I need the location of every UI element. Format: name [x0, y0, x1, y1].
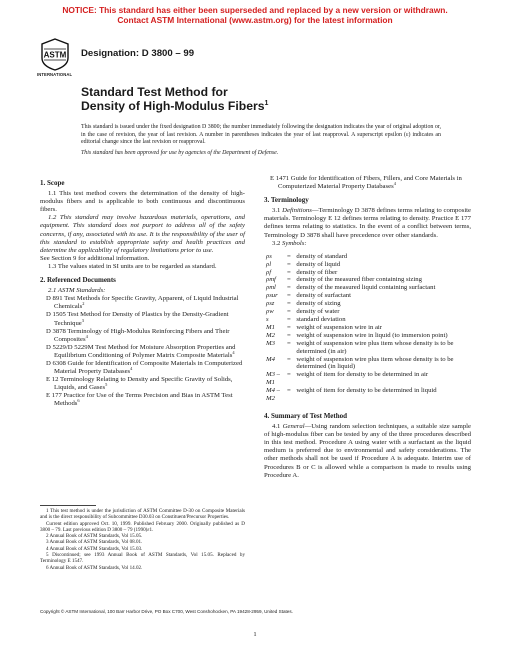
symbol-row [266, 269, 471, 277]
symbol-definition: weight of suspension wire plus item whose density is to be determined (in liquid) [296, 355, 454, 371]
para-1-2-tail: See Section 9 for additional information. [40, 254, 150, 262]
symbol: ρsz [266, 300, 275, 308]
ref-item: D 891 Test Methods for Specific Gravity, Apparent, of Liquid Industrial Chemicals$^2$ [46, 295, 239, 311]
symbol: ρw [266, 308, 274, 316]
symbol-row [266, 371, 471, 387]
equals-sign: = [287, 284, 291, 292]
ref-item: D 1505 Test Method for Density of Plastics by the Density-Gradient Technique$^3$ [46, 311, 229, 327]
para-2-1: 2.1 ASTM Standards: [48, 287, 106, 295]
symbol: M2 [266, 331, 275, 339]
symbol-definition: weight of item for density to be determined in air [296, 371, 429, 379]
symbol-definition: density of water [296, 308, 340, 316]
section-2-heading: 2. Referenced Documents [40, 276, 116, 285]
section-3-heading: 3. Terminology [264, 196, 309, 205]
supersession-notice [0, 6, 510, 25]
ref-item: D 6308 Guide for Identification of Composite Materials in Computerized Material Property Databases$^4$ [46, 359, 243, 376]
symbol-row [266, 356, 471, 372]
astm-logo-icon [40, 38, 70, 71]
symbol-row [266, 308, 471, 316]
title-line-1: Standard Test Method for [81, 85, 228, 99]
para-4-1: 4.1 General—Using random selection techniques, a suitable size sample of high-modulus fiber can be tested by any of the three procedures described in this test method. Procedure A using water with a surfactant as the liquid medium is preferred due to environmental and safety considerations. The other methods shall not be used if Procedure A is adequate. Interim use of Procedures B or C is allowed while a comparison is made to results using Procedure A. [264, 423, 471, 479]
symbol-row [266, 340, 471, 356]
symbol-definition: standard deviation [296, 316, 346, 323]
section-4-heading: 4. Summary of Test Method [264, 411, 348, 420]
symbol-row [266, 292, 471, 300]
equals-sign: = [287, 371, 291, 379]
ref-item: E 177 Practice for Use of the Terms Precision and Bias in ASTM Test Methods$^6$ [46, 392, 233, 408]
footnote: 3 Annual Book of ASTM Standards, Vol 08.01. [46, 539, 143, 546]
footnotes [40, 508, 245, 571]
symbol-definition: density of fiber [296, 268, 338, 276]
symbol: M3 – M1 [266, 371, 280, 387]
ref-item: D 5229/D 5229M Test Method for Moisture Absorption Properties and Equilibrium Conditioning of Polymer Matrix Composite Materials$^4$ [46, 343, 236, 359]
ref-item: E 12 Terminology Relating to Density and Specific Gravity of Solids, Liquids, and Gases$^5$ [46, 376, 233, 392]
symbol-row [266, 387, 471, 403]
symbol-definition: weight of item for density to be determined in liquid [296, 387, 437, 395]
symbol: M4 – M2 [266, 387, 280, 403]
dod-approval-text: This standard has been approved for use by agencies of the Department of Defense. [81, 149, 279, 156]
symbol: M4 [266, 355, 275, 363]
symbol: ρmf [266, 276, 276, 284]
footnote: 5 Discontinued; see 1993 Annual Book of ASTM Standards, Vol 15.05. Replaced by Terminology E 1547. [40, 552, 245, 565]
para-1-2: 1.2 This standard may involve hazardous materials, operations, and equipment. This standard does not purport to address all of the safety concerns, if any, associated with its use. It is the responsibility of the user of this standard to establish appropriate safety and health practices and determine the applicability of regulatory limitations prior to use. [40, 214, 245, 254]
symbol-row [266, 253, 471, 261]
symbol-definition: density of the measured fiber containing sizing [296, 276, 422, 284]
symbol-row [266, 332, 471, 340]
symbol-row [266, 276, 471, 284]
ref-item-e1471: E 1471 Guide for Identification of Fibers, Fillers, and Core Materials in Computerized Material Property Databases$^4$ [270, 175, 462, 191]
ref-item: D 3878 Terminology of High-Modulus Reinforcing Fibers and Their Composites$^4$ [46, 327, 230, 343]
copyright-notice: Copyright © ASTM International, 100 Barr Harbor Drive, PO Box C700, West Conshohocken, PA 19428-2959, United States. [40, 609, 293, 614]
equals-sign: = [287, 316, 291, 323]
para-1-3: 1.3 The values stated in SI units are to be regarded as standard. [48, 262, 217, 270]
symbol-definition: density of sizing [296, 300, 341, 308]
symbol-definition: density of standard [296, 252, 348, 260]
document-title [81, 86, 268, 113]
equals-sign: = [287, 268, 291, 276]
equals-sign: = [287, 308, 291, 316]
equals-sign: = [287, 252, 291, 260]
logo-wordmark: INTERNATIONAL [37, 72, 73, 77]
symbol: ρl [266, 260, 272, 268]
notice-line-1: NOTICE: This standard has either been superseded and replaced by a new version or withdrawn. [62, 5, 448, 15]
issuance-text: This standard is issued under the fixed designation D 3800; the number immediately following the designation indicates the year of original adoption or, in the case of revision, the year of last revision. A number in parentheses indicates the year of last reapproval. A superscript epsilon (ε) indicates an editorial change since the last revision or reapproval. [81, 124, 441, 145]
equals-sign: = [287, 339, 291, 347]
equals-sign: = [287, 260, 291, 268]
symbol-row [266, 284, 471, 292]
symbol-row [266, 316, 471, 324]
footnote: 6 Annual Book of ASTM Standards, Vol 14.02. [46, 564, 143, 571]
svg-text:ASTM: ASTM [43, 50, 67, 60]
equals-sign: = [287, 292, 291, 300]
issuance-statement [81, 124, 441, 160]
symbol: ρsur [266, 292, 278, 300]
footnote-divider [40, 505, 96, 506]
right-column [264, 174, 471, 480]
symbol: ρml [266, 284, 276, 292]
footnote: Current edition approved Oct. 10, 1999. Published February 2000. Originally published as D 3800 – 79. Last previous edition D 3800 – 79 (1990)ε1. [40, 520, 245, 533]
symbol: ρf [266, 268, 272, 276]
section-1-heading: 1. Scope [40, 179, 65, 187]
symbol-definition: weight of suspension wire plus item whose density is to be determined (in air) [296, 339, 454, 355]
symbol-row [266, 300, 471, 308]
symbol-definition: density of the measured liquid containing surfactant [296, 284, 436, 292]
designation: Designation: D 3800 – 99 [81, 48, 195, 59]
equals-sign: = [287, 323, 291, 331]
symbol-row [266, 324, 471, 332]
equals-sign: = [287, 387, 291, 395]
symbol-definition: density of surfactant [296, 292, 351, 300]
symbol: M1 [266, 323, 275, 331]
footnote: 2 Annual Book of ASTM Standards, Vol 15.05. [46, 533, 143, 540]
equals-sign: = [287, 276, 291, 284]
notice-line-2: Contact ASTM International (www.astm.org) for the latest information [117, 14, 393, 25]
title-line-2: Density of High-Modulus Fibers$^1$ [81, 98, 269, 113]
equals-sign: = [287, 355, 291, 363]
footnote: 4 Annual Book of ASTM Standards, Vol 15.03. [46, 545, 143, 552]
symbol-row [266, 261, 471, 269]
symbol-definition: weight of suspension wire in liquid (to immersion point) [296, 331, 448, 339]
symbol: ρs [266, 252, 272, 260]
symbol-definition: density of liquid [296, 260, 341, 268]
equals-sign: = [287, 300, 291, 308]
symbols-table [266, 253, 471, 403]
para-1-1: 1.1 This test method covers the determination of the density of high-modulus fibers and is applicable to both continuous and discontinuous fibers. [40, 190, 245, 214]
para-3-1: 3.1 Definitions—Terminology D 3878 defines terms relating to composite materials. Terminology E 12 defines terms relating to density. Practice E 177 defines terms relating to statistics. In the event of a conflict between terms, Terminology D 3878 shall have precedence over other standards. [264, 207, 472, 239]
symbol: s [266, 316, 269, 323]
page-number: 1 [253, 631, 257, 638]
para-3-2: 3.2 Symbols: [272, 239, 307, 247]
symbol-definition: weight of suspension wire in air [296, 323, 383, 331]
symbol: M3 [266, 339, 275, 347]
left-column [40, 174, 245, 409]
footnote: 1 This test method is under the jurisdiction of ASTM Committee D-30 on Composite Materials and is the direct responsibility of Subcommittee D30.03 on Constituent/Precursor Properties. [40, 508, 245, 521]
equals-sign: = [287, 331, 291, 339]
